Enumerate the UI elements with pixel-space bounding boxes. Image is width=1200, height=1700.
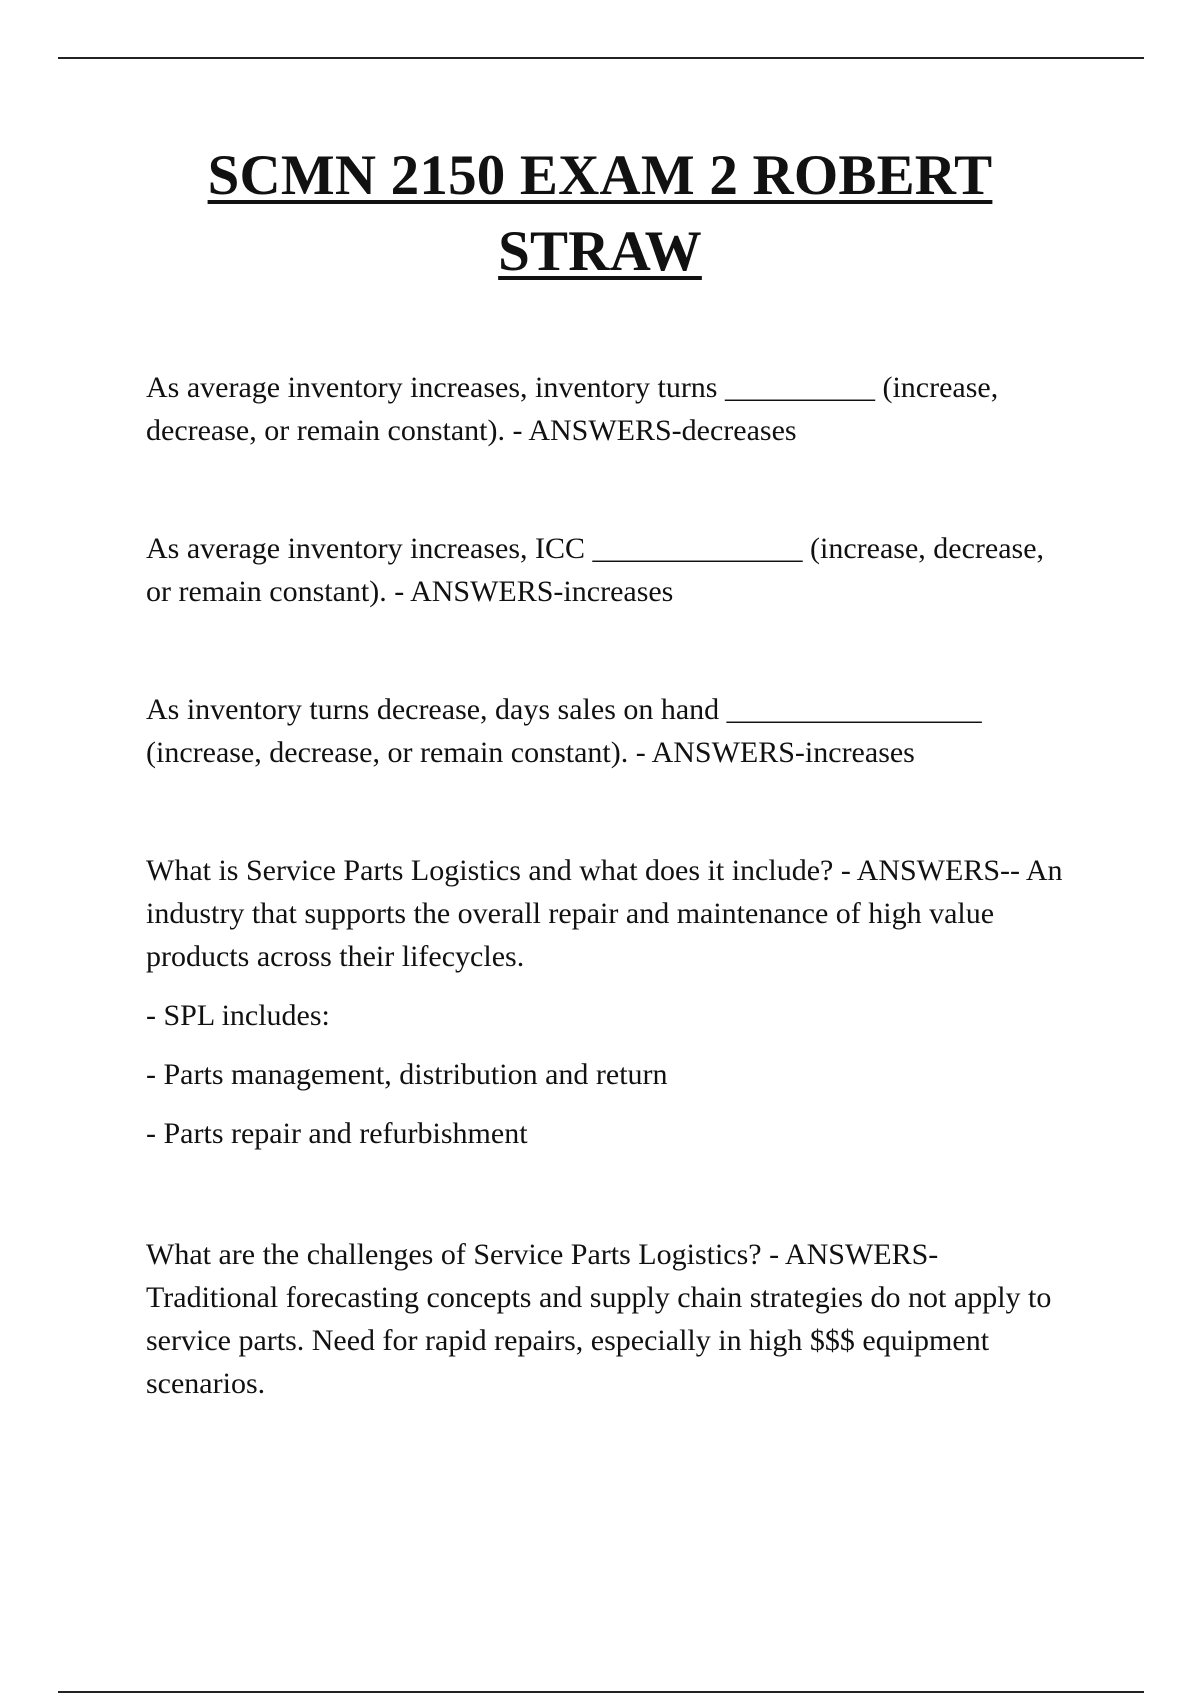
qa-subitem: - Parts management, distribution and return [146,1058,668,1091]
qa-item [146,1233,1066,1405]
qa-text: What is Service Parts Logistics and what does it include? - ANSWERS-- An industry that supports the overall repair and maintenance of high value products across their lifecycles. [146,854,1063,973]
qa-text: As average inventory increases, ICC ______________ (increase, decrease, or remain constant). - ANSWERS-increases [146,532,1045,608]
title-line-1: SCMN 2150 EXAM 2 ROBERT [207,144,993,207]
qa-subitem: - SPL includes: [146,999,330,1032]
qa-item [146,849,1066,1155]
bottom-divider [58,1691,1144,1693]
qa-text: What are the challenges of Service Parts Logistics? - ANSWERS-Traditional forecasting concepts and supply chain strategies do not apply to service parts. Need for rapid repairs, especially in high $$$ equipment scenarios. [146,1238,1052,1400]
qa-text: As average inventory increases, inventory turns __________ (increase, decrease, or remain constant). - ANSWERS-decreases [146,371,999,447]
qa-list [146,366,1066,1480]
qa-subitem: - Parts repair and refurbishment [146,1117,528,1150]
qa-item [146,366,1066,452]
document-title [140,138,1060,290]
title-line-2: STRAW [498,220,702,283]
top-divider [58,57,1144,59]
qa-text: As inventory turns decrease, days sales on hand _________________ (increase, decrease, or remain constant). - ANSWERS-increases [146,693,982,769]
qa-item [146,527,1066,613]
qa-item [146,688,1066,774]
